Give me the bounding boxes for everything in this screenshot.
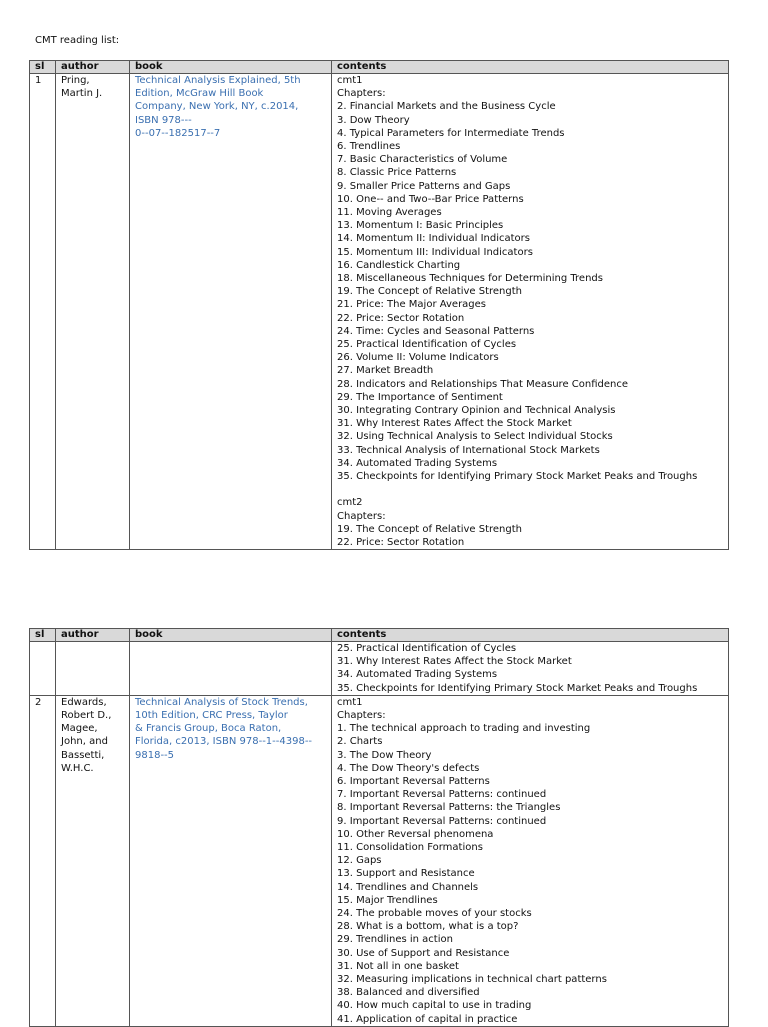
cell-contents bbox=[332, 695, 729, 1026]
table-row bbox=[30, 74, 729, 550]
text-line: 32. Measuring implications in technical chart patterns bbox=[337, 974, 607, 986]
reading-list-table-1 bbox=[29, 60, 729, 550]
text-line: 6. Important Reversal Patterns bbox=[337, 776, 490, 788]
cell-author bbox=[56, 695, 130, 1026]
text-line: 12. Gaps bbox=[337, 855, 382, 867]
text-line: 25. Practical Identification of Cycles bbox=[337, 339, 517, 351]
text-line: 10. One-- and Two--Bar Price Patterns bbox=[337, 193, 524, 205]
text-line: 24. The probable moves of your stocks bbox=[337, 908, 532, 920]
text-line: 9818--5 bbox=[135, 749, 175, 761]
text-line: cmt1 bbox=[337, 75, 363, 86]
header-contents: contents bbox=[332, 61, 729, 74]
text-line: 29. Trendlines in action bbox=[337, 934, 453, 946]
text-line: Bassetti, bbox=[61, 749, 105, 761]
text-line: 8. Important Reversal Patterns: the Triangles bbox=[337, 802, 561, 814]
text-line: 38. Balanced and diversified bbox=[337, 987, 480, 999]
document-title: CMT reading list: bbox=[35, 35, 120, 46]
header-sl: sl bbox=[30, 61, 56, 74]
header-book: book bbox=[130, 61, 332, 74]
header-sl: sl bbox=[30, 629, 56, 642]
text-line: cmt1 bbox=[337, 696, 363, 708]
text-line: 28. What is a bottom, what is a top? bbox=[337, 921, 519, 933]
text-line: 9. Smaller Price Patterns and Gaps bbox=[337, 180, 511, 192]
text-line: 40. How much capital to use in trading bbox=[337, 1000, 532, 1012]
text-line: 31. Why Interest Rates Affect the Stock Market bbox=[337, 418, 572, 430]
text-line: 35. Checkpoints for Identifying Primary Stock Market Peaks and Troughs bbox=[337, 471, 698, 483]
table-row-continued bbox=[30, 642, 729, 696]
cell-author bbox=[56, 642, 130, 696]
text-line: 8. Classic Price Patterns bbox=[337, 167, 457, 179]
text-line: 14. Trendlines and Channels bbox=[337, 881, 479, 893]
text-line: 15. Major Trendlines bbox=[337, 894, 438, 906]
table-header-row bbox=[30, 61, 729, 74]
header-author: author bbox=[56, 629, 130, 642]
text-line: Magee, bbox=[61, 723, 98, 735]
header-book: book bbox=[130, 629, 332, 642]
text-line: 2. Financial Markets and the Business Cycle bbox=[337, 101, 556, 113]
text-line: 6. Trendlines bbox=[337, 141, 401, 153]
cell-contents bbox=[332, 642, 729, 696]
text-line: 14. Momentum II: Individual Indicators bbox=[337, 233, 530, 245]
text-line: 32. Using Technical Analysis to Select Individual Stocks bbox=[337, 431, 613, 443]
text-line: 11. Moving Averages bbox=[337, 207, 442, 219]
text-line: 15. Momentum III: Individual Indicators bbox=[337, 246, 533, 258]
text-line: 1. The technical approach to trading and investing bbox=[337, 723, 591, 735]
text-line: Technical Analysis Explained, 5th bbox=[135, 75, 301, 86]
text-line: Chapters: bbox=[337, 510, 386, 522]
text-line: 30. Use of Support and Resistance bbox=[337, 947, 510, 959]
text-line: 10th Edition, CRC Press, Taylor bbox=[135, 710, 288, 722]
text-line: 35. Checkpoints for Identifying Primary Stock Market Peaks and Troughs bbox=[337, 682, 698, 694]
cell-author bbox=[56, 74, 130, 550]
cell-book-link[interactable] bbox=[130, 74, 332, 550]
table-row bbox=[30, 695, 729, 1026]
text-line: 19. The Concept of Relative Strength bbox=[337, 523, 522, 535]
text-line: cmt2 bbox=[337, 497, 363, 509]
text-line: 33. Technical Analysis of International Stock Markets bbox=[337, 444, 600, 456]
text-line: 31. Why Interest Rates Affect the Stock Market bbox=[337, 656, 572, 668]
text-line: ISBN 978--- bbox=[135, 114, 192, 126]
header-contents: contents bbox=[332, 629, 729, 642]
text-line: 0--07--182517--7 bbox=[135, 127, 221, 139]
cell-sl: 1 bbox=[30, 74, 56, 550]
cell-sl: 2 bbox=[30, 695, 56, 1026]
cell-sl bbox=[30, 642, 56, 696]
text-line: 34. Automated Trading Systems bbox=[337, 669, 498, 681]
text-line: 24. Time: Cycles and Seasonal Patterns bbox=[337, 325, 535, 337]
text-line: 2. Charts bbox=[337, 736, 383, 748]
text-line: 9. Important Reversal Patterns: continued bbox=[337, 815, 547, 827]
reading-list-table-2 bbox=[29, 628, 729, 1027]
text-line: 25. Practical Identification of Cycles bbox=[337, 643, 517, 654]
text-line: Edwards, bbox=[61, 696, 107, 708]
text-line: Chapters: bbox=[337, 88, 386, 100]
text-line: W.H.C. bbox=[61, 762, 94, 774]
text-line: 16. Candlestick Charting bbox=[337, 259, 461, 271]
text-line: 34. Automated Trading Systems bbox=[337, 457, 498, 469]
text-line: 21. Price: The Major Averages bbox=[337, 299, 487, 311]
text-line: 4. Typical Parameters for Intermediate Trends bbox=[337, 127, 565, 139]
text-line: 22. Price: Sector Rotation bbox=[337, 537, 465, 549]
text-line: 18. Miscellaneous Techniques for Determining Trends bbox=[337, 273, 603, 285]
text-line: 3. Dow Theory bbox=[337, 114, 410, 126]
text-line: & Francis Group, Boca Raton, bbox=[135, 723, 282, 735]
cell-book bbox=[130, 642, 332, 696]
text-line: Robert D., bbox=[61, 710, 112, 722]
text-line: 27. Market Breadth bbox=[337, 365, 434, 377]
text-line: 29. The Importance of Sentiment bbox=[337, 391, 503, 403]
text-line: 4. The Dow Theory's defects bbox=[337, 762, 480, 774]
cell-book-link[interactable] bbox=[130, 695, 332, 1026]
cell-contents bbox=[332, 74, 729, 550]
text-line: 31. Not all in one basket bbox=[337, 960, 459, 972]
text-line: 11. Consolidation Formations bbox=[337, 842, 483, 854]
text-line: 3. The Dow Theory bbox=[337, 749, 432, 761]
text-line: 22. Price: Sector Rotation bbox=[337, 312, 465, 324]
text-line: 10. Other Reversal phenomena bbox=[337, 828, 494, 840]
text-line: 7. Basic Characteristics of Volume bbox=[337, 154, 508, 166]
text-line: 28. Indicators and Relationships That Measure Confidence bbox=[337, 378, 629, 390]
text-line: 19. The Concept of Relative Strength bbox=[337, 286, 522, 298]
text-line: Pring, bbox=[61, 75, 90, 86]
text-line: 41. Application of capital in practice bbox=[337, 1013, 518, 1025]
text-line: Company, New York, NY, c.2014, bbox=[135, 101, 299, 113]
text-line: 13. Momentum I: Basic Principles bbox=[337, 220, 504, 232]
text-line: 13. Support and Resistance bbox=[337, 868, 475, 880]
text-line: John, and bbox=[61, 736, 108, 748]
text-line: Edition, McGraw Hill Book bbox=[135, 88, 264, 100]
header-author: author bbox=[56, 61, 130, 74]
text-line: 26. Volume II: Volume Indicators bbox=[337, 352, 499, 364]
text-line: Technical Analysis of Stock Trends, bbox=[135, 696, 308, 708]
text-line: 30. Integrating Contrary Opinion and Technical Analysis bbox=[337, 405, 616, 417]
text-line: Chapters: bbox=[337, 710, 386, 722]
text-line: Florida, c2013, ISBN 978--1--4398-- bbox=[135, 736, 313, 748]
text-line: Martin J. bbox=[61, 88, 103, 100]
table-header-row bbox=[30, 629, 729, 642]
text-line: 7. Important Reversal Patterns: continued bbox=[337, 789, 547, 801]
